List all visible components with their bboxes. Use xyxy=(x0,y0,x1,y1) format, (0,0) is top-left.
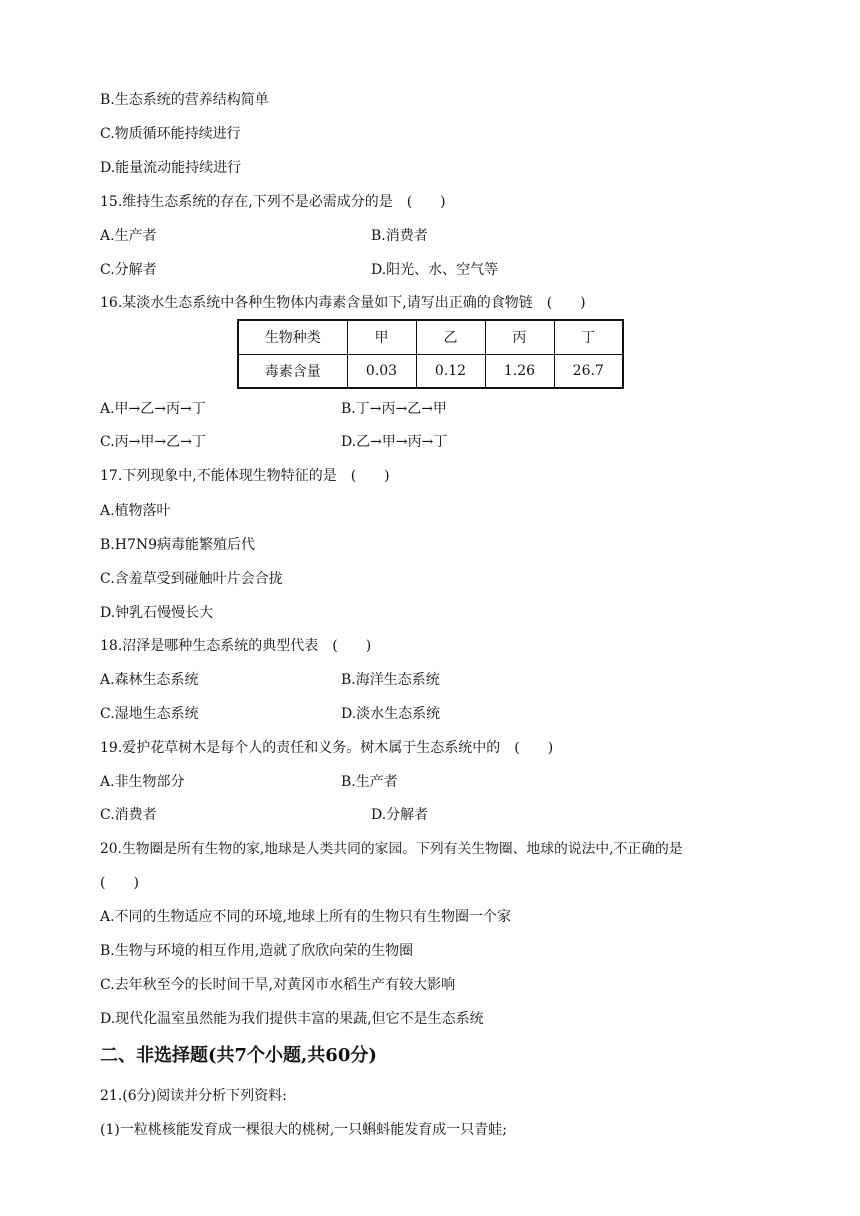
option-19c: C.消费者 xyxy=(100,807,157,823)
question-21: 21.(6分)阅读并分析下列资料: xyxy=(100,1088,287,1104)
line-14d: D.能量流动能持续进行 xyxy=(100,160,242,176)
question-16: 16.某淡水生态系统中各种生物体内毒素含量如下,请写出正确的食物链 ( ) xyxy=(100,295,586,311)
option-15c: C.分解者 xyxy=(100,262,157,278)
option-16b: B.丁→丙→乙→甲 xyxy=(341,401,447,417)
question-18: 18.沼泽是哪种生态系统的典型代表 ( ) xyxy=(100,638,372,654)
option-15b: B.消费者 xyxy=(371,228,428,244)
option-16c: C.丙→甲→乙→丁 xyxy=(100,434,206,450)
option-17a: A.植物落叶 xyxy=(100,503,171,519)
option-16a: A.甲→乙→丙→丁 xyxy=(100,401,206,417)
option-16d: D.乙→甲→丙→丁 xyxy=(341,434,448,450)
line-14b: B.生态系统的营养结构简单 xyxy=(100,92,269,108)
question-15: 15.维持生态系统的存在,下列不是必需成分的是 ( ) xyxy=(100,194,446,210)
section-heading: 二、非选择题(共7个小题,共60分) xyxy=(100,1045,377,1066)
toxin-table xyxy=(237,319,624,389)
question-21-material-1: (1)一粒桃核能发育成一棵很大的桃树,一只蝌蚪能发育成一只青蛙; xyxy=(100,1122,507,1138)
question-17: 17.下列现象中,不能体现生物特征的是 ( ) xyxy=(100,468,390,484)
option-18a: A.森林生态系统 xyxy=(100,672,199,688)
table-row xyxy=(238,320,623,354)
option-19b: B.生产者 xyxy=(341,774,398,790)
option-20a: A.不同的生物适应不同的环境,地球上所有的生物只有生物圈一个家 xyxy=(100,909,512,925)
option-20c: C.去年秋至今的长时间干旱,对黄冈市水稻生产有较大影响 xyxy=(100,977,456,993)
option-15d: D.阳光、水、空气等 xyxy=(371,262,499,278)
option-20d: D.现代化温室虽然能为我们提供丰富的果蔬,但它不是生态系统 xyxy=(100,1011,484,1027)
option-18b: B.海洋生态系统 xyxy=(341,672,440,688)
option-20b: B.生物与环境的相互作用,造就了欣欣向荣的生物圈 xyxy=(100,943,414,959)
question-20: 20.生物圈是所有生物的家,地球是人类共同的家园。下列有关生物圈、地球的说法中,不正确的是 xyxy=(100,841,683,857)
table-row xyxy=(238,354,623,388)
option-15a: A.生产者 xyxy=(100,228,157,244)
option-19d: D.分解者 xyxy=(371,807,429,823)
table-cell: 0.12 xyxy=(416,354,485,388)
option-18c: C.湿地生态系统 xyxy=(100,706,199,722)
table-cell: 0.03 xyxy=(347,354,416,388)
option-18d: D.淡水生态系统 xyxy=(341,706,441,722)
option-19a: A.非生物部分 xyxy=(100,774,185,790)
question-20-paren: ( ) xyxy=(100,875,139,891)
option-17d: D.钟乳石慢慢长大 xyxy=(100,605,214,621)
table-cell: 乙 xyxy=(416,320,485,354)
line-14c: C.物质循环能持续进行 xyxy=(100,126,241,142)
option-17b: B.H7N9病毒能繁殖后代 xyxy=(100,537,256,553)
table-cell: 丙 xyxy=(485,320,554,354)
table-cell: 1.26 xyxy=(485,354,554,388)
table-cell: 毒素含量 xyxy=(238,354,347,388)
option-17c: C.含羞草受到碰触叶片会合拢 xyxy=(100,571,283,587)
table-cell: 丁 xyxy=(554,320,623,354)
table-cell: 26.7 xyxy=(554,354,623,388)
table-cell: 生物种类 xyxy=(238,320,347,354)
question-19: 19.爱护花草树木是每个人的责任和义务。树木属于生态系统中的 ( ) xyxy=(100,740,554,756)
table-cell: 甲 xyxy=(347,320,416,354)
